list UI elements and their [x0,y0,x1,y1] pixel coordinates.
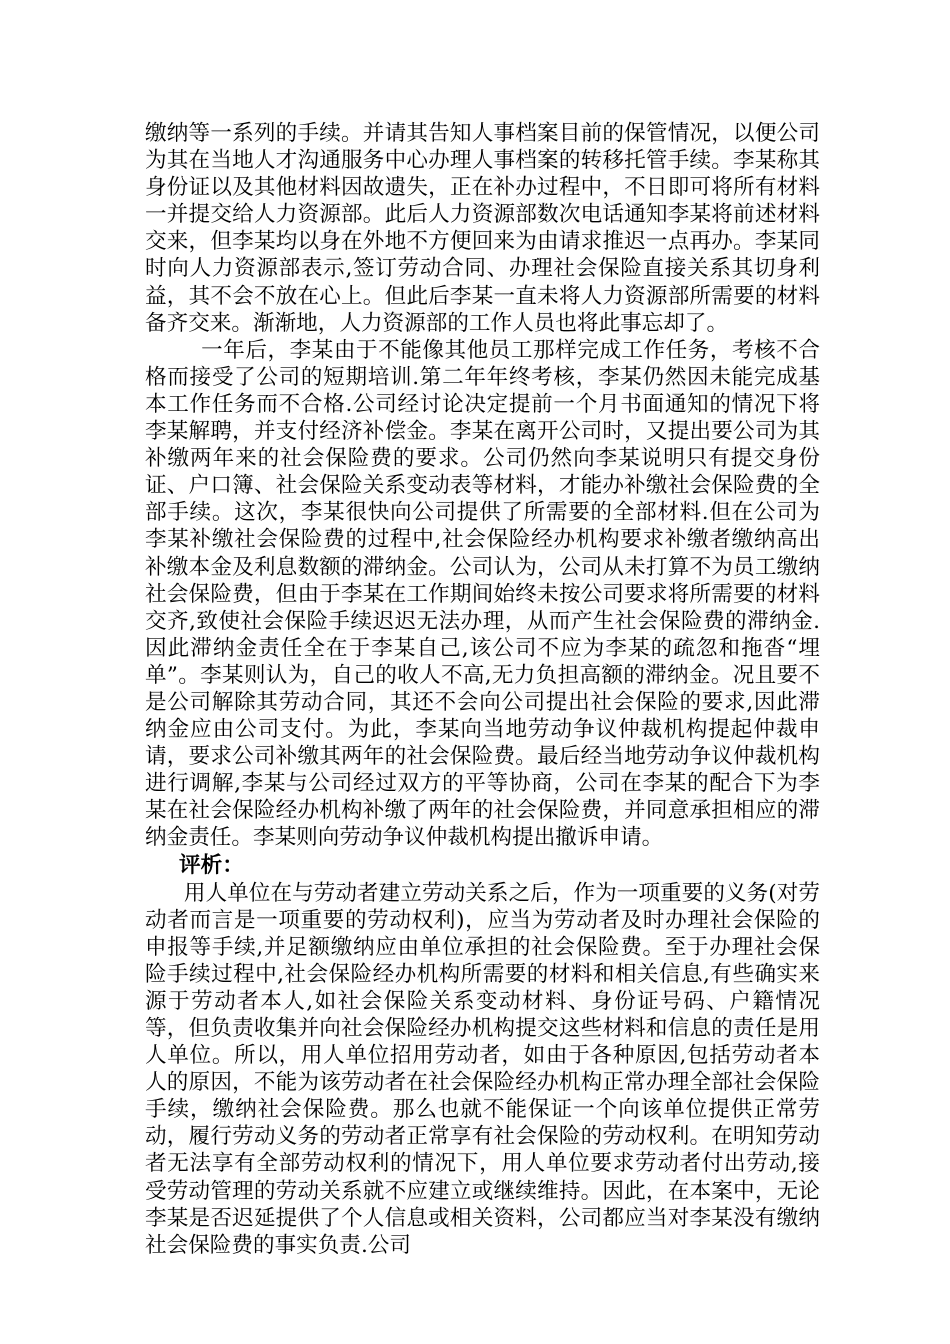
section-heading-analysis: 评析： [179,852,244,878]
paragraph-analysis: 用人单位在与劳动者建立劳动关系之后，作为一项重要的义务(对劳动者而言是一项重要的劳动权利)，应当为劳动者及时办理社会保险的申报等手续,并足额缴纳应由单位承担的社会保险费。至于办理社会保险手续过程中,社会保险经办机构所需要的材料和相关信息,有些确实来源于劳动者本人,如社会保险关系变动材料、身份证号码、户籍情况等，但负责收集并向社会保险经办机构提交这些材料和信息的责任是用人单位。所以，用人单位招用劳动者，如由于各种原因,包括劳动者本人的原因，不能为该劳动者在社会保险经办机构正常办理全部社会保险手续，缴纳社会保险费。那么也就不能保证一个向该单位提供正常劳动，履行劳动义务的劳动者正常享有社会保险的劳动权利。在明知劳动者无法享有全部劳动权利的情况下，用人单位要求劳动者付出劳动,接受劳动管理的劳动关系就不应建立或继续维持。因此，在本案中，无论李某是否迟延提供了个人信息或相关资料，公司都应当对李某没有缴纳社会保险费的事实负责.公司 [145,880,820,1258]
paragraph-case-background: 缴纳等一系列的手续。并请其告知人事档案目前的保管情况，以便公司为其在当地人才沟通服务中心办理人事档案的转移托管手续。李某称其身份证以及其他材料因故遗失，正在补办过程中，不日即可将所有材料一并提交给人力资源部。此后人力资源部数次电话通知李某将前述材料交来，但李某均以身在外地不方便回来为由请求推迟一点再办。李某同时向人力资源部表示,签订劳动合同、办理社会保险直接关系其切身利益，其不会不放在心上。但此后李某一直未将人力资源部所需要的材料备齐交来。渐渐地，人力资源部的工作人员也将此事忘却了。 [145,121,820,336]
document-page [145,120,820,1259]
paragraph-case-dispute: 一年后，李某由于不能像其他员工那样完成工作任务，考核不合格而接受了公司的短期培训.第二年年终考核，李某仍然因未能完成基本工作任务而不合格.公司经讨论决定提前一个月书面通知的情况下将李某解聘，并支付经济补偿金。李某在离开公司时，又提出要公司为其补缴两年来的社会保险费的要求。公司仍然向李某说明只有提交身份证、户口簿、社会保险关系变动表等材料，才能办补缴社会保险费的全部手续。这次，李某很快向公司提供了所需要的全部材料.但在公司为李某补缴社会保险费的过程中,社会保险经办机构要求补缴者缴纳高出补缴本金及利息数额的滞纳金。公司认为，公司从未打算不为员工缴纳社会保险费，但由于李某在工作期间始终未按公司要求将所需要的材料交齐,致使社会保险手续迟迟无法办理，从而产生社会保险费的滞纳金.因此滞纳金责任全在于李某自己,该公司不应为李某的疏忽和拖沓“埋单”。李某则认为，自己的收人不高,无力负担高额的滞纳金。况且要不是公司解除其劳动合同，其还不会向公司提出社会保险的要求,因此滞纳金应由公司支付。为此，李某向当地劳动争议仲裁机构提起仲裁申请，要求公司补缴其两年的社会保险费。最后经当地劳动争议仲裁机构进行调解,李某与公司经过双方的平等协商，公司在李某的配合下为李某在社会保险经办机构补缴了两年的社会保险费，并同意承担相应的滞纳金责任。李某则向劳动争议仲裁机构提出撤诉申请。 [145,337,820,851]
